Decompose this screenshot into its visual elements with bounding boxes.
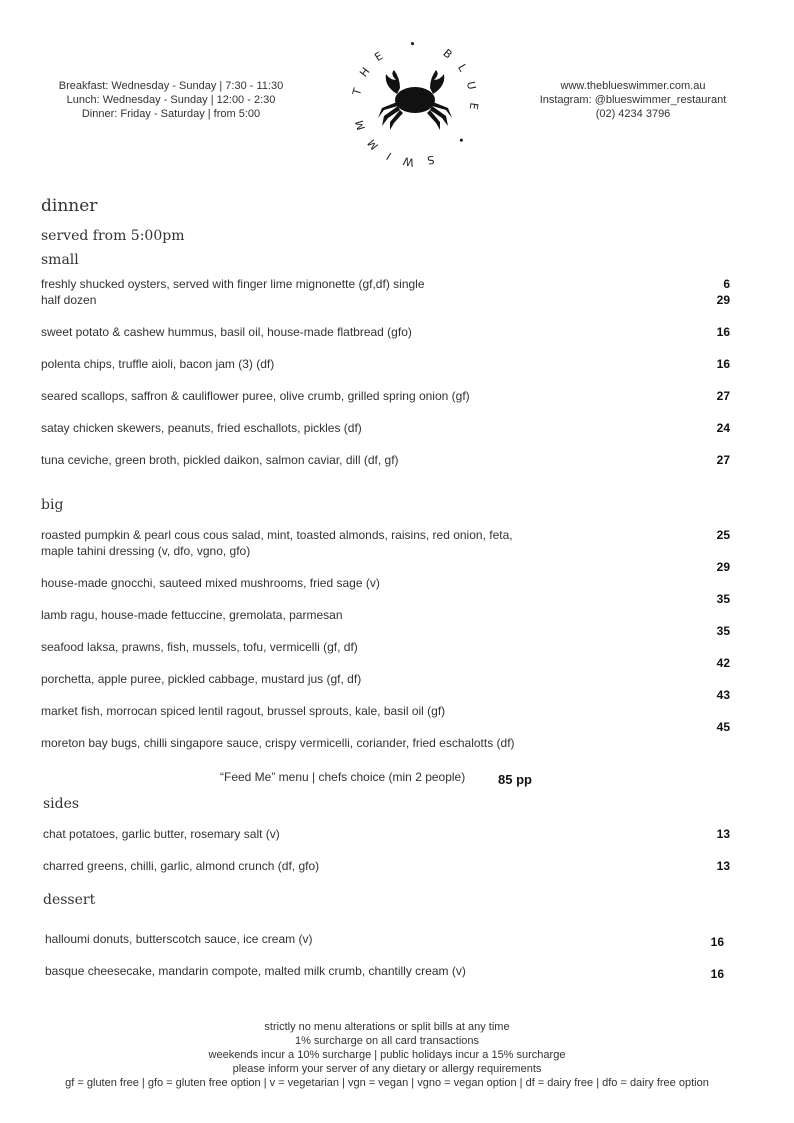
contact-info bbox=[520, 79, 746, 121]
item-price: 6 bbox=[723, 277, 730, 291]
phone-number[interactable]: (02) 4234 3796 bbox=[595, 108, 671, 120]
menu-item: moreton bay bugs, chilli singapore sauce, crispy vermicelli, coriander, fried eschalotts (df) bbox=[41, 736, 515, 750]
hours-breakfast: Breakfast: Wednesday - Sunday | 7:30 - 11:30 bbox=[58, 80, 284, 92]
hours-dinner: Dinner: Friday - Saturday | from 5:00 bbox=[81, 108, 261, 120]
dietary-legend: gf = gluten free | gfo = gluten free option | v = vegetarian | vgn = vegan | vgno = vegan option | df = dairy free | dfo = dairy free option bbox=[65, 1077, 709, 1089]
item-price: 35 bbox=[716, 592, 730, 606]
item-price: 16 bbox=[716, 357, 730, 371]
feed-me-label: “Feed Me” menu | chefs choice (min 2 people) bbox=[220, 770, 466, 784]
menu-item: basque cheesecake, mandarin compote, malted milk crumb, chantilly cream (v) bbox=[45, 964, 466, 978]
instagram-handle[interactable]: Instagram: @blueswimmer_restaurant bbox=[539, 94, 727, 106]
menu-item: tuna ceviche, green broth, pickled daikon, salmon caviar, dill (df, gf) bbox=[41, 453, 399, 467]
menu-item: roasted pumpkin & pearl cous cous salad, mint, toasted almonds, raisins, red onion, feta, bbox=[41, 528, 513, 542]
menu-item: sweet potato & cashew hummus, basil oil, house-made flatbread (gfo) bbox=[41, 325, 412, 339]
menu-item-line2: maple tahini dressing (v, dfo, vgno, gfo) bbox=[41, 544, 251, 558]
restaurant-logo bbox=[340, 28, 490, 178]
item-price: 24 bbox=[716, 421, 730, 435]
item-price: 16 bbox=[716, 325, 730, 339]
menu-item: porchetta, apple puree, pickled cabbage, mustard jus (gf, df) bbox=[41, 672, 362, 686]
menu-item: seared scallops, saffron & cauliflower puree, olive crumb, grilled spring onion (gf) bbox=[41, 389, 470, 403]
section-heading-dessert: dessert bbox=[43, 892, 96, 908]
menu-item: market fish, morrocan spiced lentil ragout, brussel sprouts, kale, basil oil (gf) bbox=[41, 704, 446, 718]
menu-item: satay chicken skewers, peanuts, fried eschallots, pickles (df) bbox=[41, 421, 362, 435]
item-price: 45 bbox=[716, 720, 730, 734]
hours-lunch: Lunch: Wednesday - Sunday | 12:00 - 2:30 bbox=[66, 94, 276, 106]
crab-logo-icon bbox=[340, 28, 490, 178]
menu-item: chat potatoes, garlic butter, rosemary salt (v) bbox=[43, 827, 280, 841]
menu-item: halloumi donuts, butterscotch sauce, ice cream (v) bbox=[45, 932, 313, 946]
item-price: 13 bbox=[716, 827, 730, 841]
menu-item: freshly shucked oysters, served with finger lime mignonette (gf,df) single bbox=[41, 277, 425, 291]
footer-line: please inform your server of any dietary or allergy requirements bbox=[232, 1063, 542, 1075]
menu-item: lamb ragu, house-made fettuccine, gremolata, parmesan bbox=[41, 608, 343, 622]
footer-line: 1% surcharge on all card transactions bbox=[294, 1035, 480, 1047]
opening-hours bbox=[40, 79, 302, 121]
item-price: 29 bbox=[716, 293, 730, 307]
menu-item: seafood laksa, prawns, fish, mussels, tofu, vermicelli (gf, df) bbox=[41, 640, 358, 654]
item-price: 25 bbox=[716, 528, 730, 542]
section-heading-big: big bbox=[41, 497, 64, 513]
footer-notes bbox=[0, 1020, 774, 1090]
footer-line: strictly no menu alterations or split bills at any time bbox=[264, 1021, 510, 1033]
menu-item: house-made gnocchi, sauteed mixed mushrooms, fried sage (v) bbox=[41, 576, 380, 590]
website-link[interactable]: www.theblueswimmer.com.au bbox=[560, 80, 706, 92]
section-heading-sides: sides bbox=[43, 796, 80, 812]
menu-title: dinner bbox=[41, 196, 98, 216]
crab-icon bbox=[378, 70, 452, 130]
item-price: 42 bbox=[716, 656, 730, 670]
feed-me-price: 85 pp bbox=[498, 772, 532, 787]
item-price: 16 bbox=[710, 935, 724, 949]
menu-item-variant: half dozen bbox=[41, 293, 97, 307]
section-heading-small: small bbox=[41, 252, 79, 268]
item-price: 27 bbox=[716, 453, 730, 467]
item-price: 27 bbox=[716, 389, 730, 403]
item-price: 29 bbox=[716, 560, 730, 574]
item-price: 43 bbox=[716, 688, 730, 702]
item-price: 13 bbox=[716, 859, 730, 873]
menu-item: polenta chips, truffle aioli, bacon jam (3) (df) bbox=[41, 357, 275, 371]
item-price: 35 bbox=[716, 624, 730, 638]
logo-ring-textpath: THE • BLUE • SWIMM bbox=[349, 37, 481, 169]
item-price: 16 bbox=[710, 967, 724, 981]
footer-line: weekends incur a 10% surcharge | public holidays incur a 15% surcharge bbox=[208, 1049, 566, 1061]
menu-item: charred greens, chilli, garlic, almond crunch (df, gfo) bbox=[43, 859, 320, 873]
menu-subtitle: served from 5:00pm bbox=[41, 228, 185, 244]
